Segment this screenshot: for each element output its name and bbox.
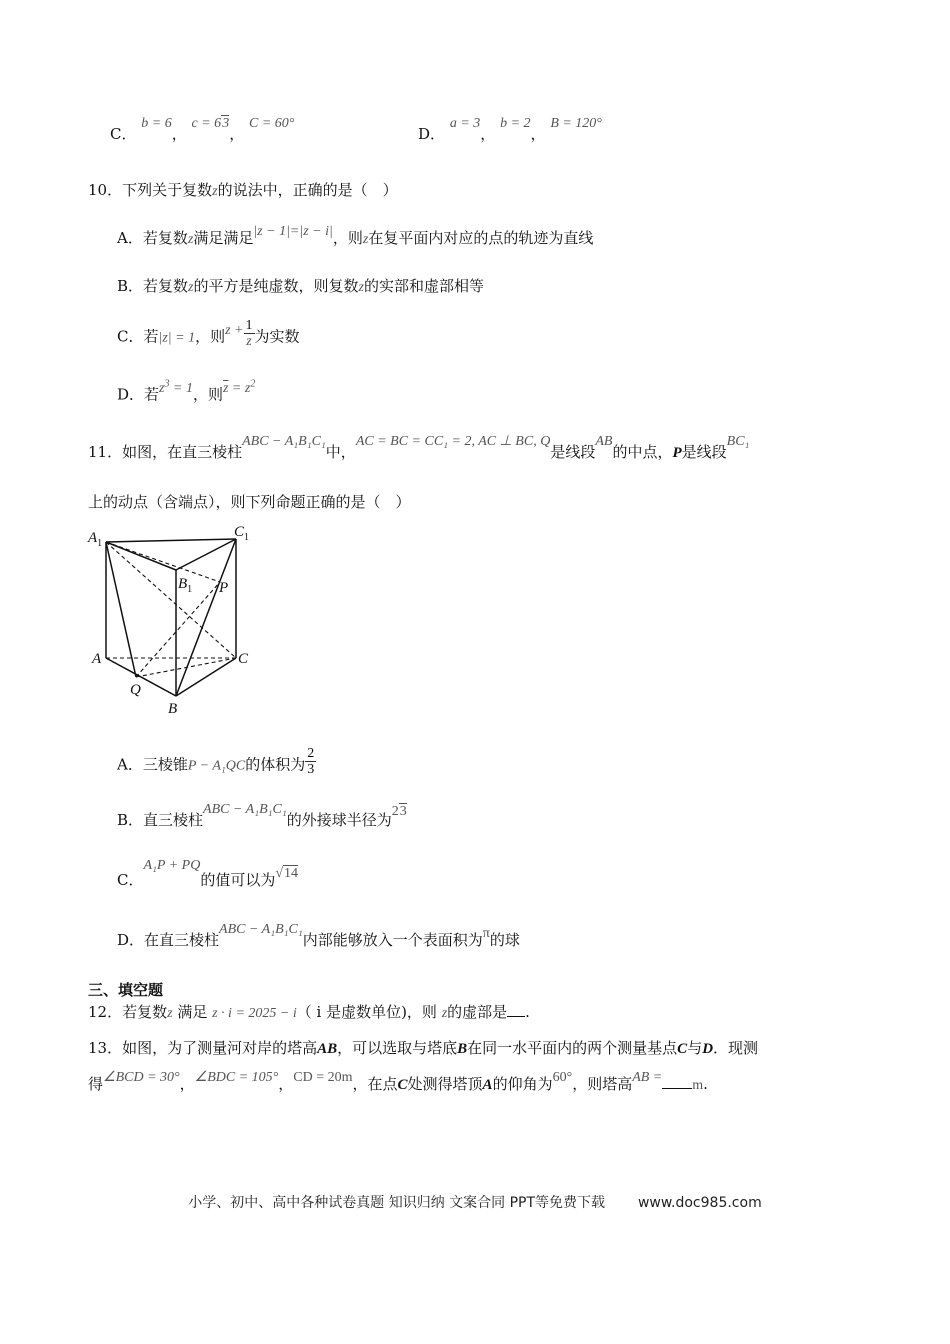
label-c1: $C_1$ (234, 524, 250, 543)
prism-figure (86, 522, 266, 722)
edge-a1-b1 (106, 542, 176, 570)
q10-option-d: D．若$z^3 = 1$，则$\overline{z} = z^2$ (117, 378, 256, 404)
q9-option-c: C． b = 6， c = 63， C = 60° (110, 116, 295, 143)
seg-a1-q (106, 542, 136, 677)
q13-line1: 13．如图，为了测量河对岸的塔高AB，可以选取与塔底B在同一水平面内的两个测量基点C与D．现测 (88, 1039, 759, 1057)
q12: 12．若复数z 满足 z · i = 2025 − i（ i 是虚数单位)，则 z的虚部是 . (88, 1003, 530, 1021)
label-a1: $A_1$ (88, 530, 103, 549)
q10-option-c: C．若|z| = 1，则z + $\frac{1}{z}$ 为实数 (117, 318, 300, 349)
label-a: A (92, 651, 102, 667)
q11-option-b: B．直三棱柱ABC − A₁B₁C₁的外接球半径为23 (117, 802, 407, 829)
section-title: 三、填空题 (88, 983, 164, 999)
q11-stem-line2: 上的动点（含端点），则下列命题正确的是（ ） (88, 493, 411, 511)
edge-b1-c1 (176, 539, 236, 570)
q9-c-b: b = 6 (141, 116, 172, 131)
q9-d-b: b = 2 (500, 116, 531, 131)
hidden-a1-c (106, 542, 236, 658)
label-b: B (168, 701, 178, 717)
q9-d-angle: B = 120° (550, 116, 602, 131)
hidden-a1-p (106, 542, 220, 582)
q13-answer-blank[interactable] (662, 1074, 692, 1089)
label-q: Q (130, 682, 141, 698)
hidden-q-p (136, 582, 220, 677)
q10-option-b: B．若复数z的平方是纯虚数，则复数z的实部和虚部相等 (117, 277, 484, 295)
edge-a1-c1 (106, 539, 236, 542)
q13-line2: 得∠BCD = 30°，∠BDC = 105°，CD = 20m，在点C处测得塔顶A的仰角为60°，则塔高AB =m. (88, 1070, 708, 1093)
q11-stem-line1: 11．如图，在直三棱柱ABC − A₁B₁C₁中，AC = BC = CC₁ = 2, AC ⊥ BC, Q是线段AB的中点，P是线段BC₁ (88, 434, 750, 461)
q9-d-a: a = 3 (449, 116, 481, 131)
label-c: C (238, 651, 249, 667)
q9-c-angle: C = 60° (248, 116, 295, 131)
q12-answer-blank[interactable] (507, 1002, 525, 1017)
label-b1: $B_1$ (178, 576, 193, 595)
q11-option-c: C．A₁P + PQ的值可以为√14 (117, 858, 299, 889)
footer-url[interactable]: www.doc985.com (637, 1195, 762, 1211)
q9-c-c: c = 63 (191, 116, 230, 131)
q9-option-d: D． a = 3， b = 2， B = 120° (418, 116, 602, 143)
footer: 小学、初中、高中各种试卷真题 知识归纳 文案合同 PPT等免费下载 www.doc985.com (188, 1195, 762, 1211)
q11-option-a: A．三棱锥P − A₁QC的体积为 $\frac{2}{3}$ (117, 746, 315, 777)
edge-a-b (106, 658, 176, 696)
q10-stem: 10．下列关于复数z的说法中，正确的是（ ） (88, 181, 398, 199)
q10-option-a: A．若复数z满足满足|z − 1|=|z − i|，则z在复平面内对应的点的轨迹为直线 (117, 224, 594, 247)
label-p: P (219, 580, 229, 596)
seg-c1-b (176, 539, 236, 696)
q11-option-d: D．在直三棱柱ABC − A₁B₁C₁内部能够放入一个表面积为π的球 (117, 922, 520, 949)
